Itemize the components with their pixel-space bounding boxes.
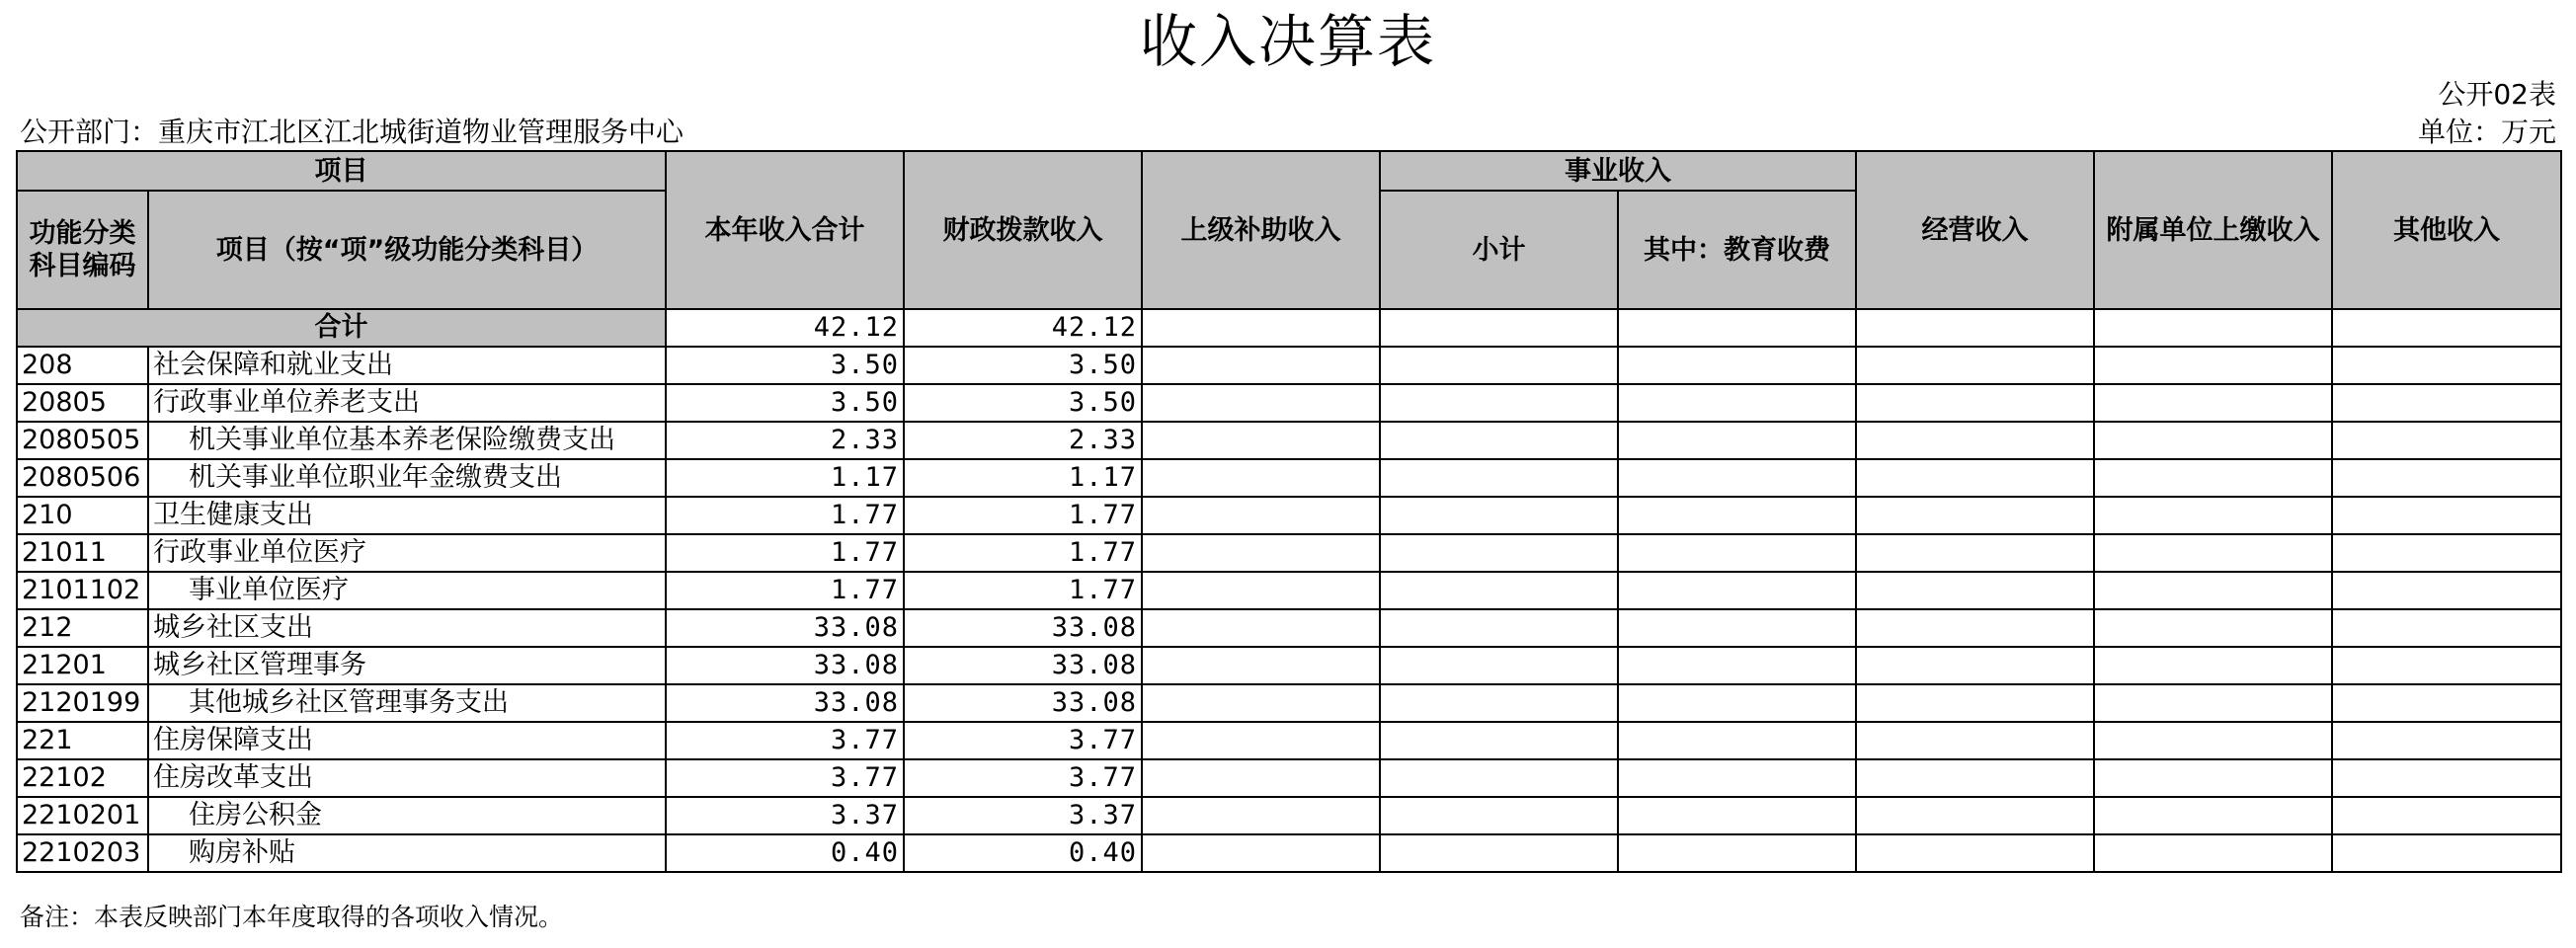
empty-cell <box>1142 759 1380 797</box>
total-label: 合计 <box>17 309 666 347</box>
empty-cell <box>1856 497 2094 534</box>
total-income-cell: 33.08 <box>666 684 904 722</box>
empty-cell <box>1142 384 1380 422</box>
empty-cell <box>1618 422 1856 459</box>
code-cell: 21201 <box>17 647 148 684</box>
total-income-cell: 33.08 <box>666 609 904 647</box>
item-name-cell: 住房公积金 <box>148 797 666 834</box>
code-cell: 2080505 <box>17 422 148 459</box>
table-row <box>17 647 2561 684</box>
item-name-cell: 住房保障支出 <box>148 722 666 759</box>
fiscal-income-cell: 33.08 <box>904 609 1142 647</box>
footnote: 备注：本表反映部门本年度取得的各项收入情况。 <box>20 903 564 931</box>
header-other: 其他收入 <box>2332 151 2561 309</box>
fiscal-income-cell: 33.08 <box>904 647 1142 684</box>
total-income-cell: 1.17 <box>666 459 904 497</box>
table-row <box>17 797 2561 834</box>
table-row <box>17 759 2561 797</box>
empty-cell <box>2094 384 2332 422</box>
fiscal-income-cell: 1.17 <box>904 459 1142 497</box>
empty-cell <box>1142 347 1380 384</box>
header-affiliate: 附属单位上缴收入 <box>2094 151 2332 309</box>
empty-cell <box>1618 459 1856 497</box>
item-name-cell: 购房补贴 <box>148 834 666 872</box>
empty-cell <box>2332 797 2561 834</box>
code-cell: 221 <box>17 722 148 759</box>
empty-cell <box>2332 459 2561 497</box>
fiscal-income-cell: 2.33 <box>904 422 1142 459</box>
empty-cell <box>1856 647 2094 684</box>
empty-cell <box>2094 422 2332 459</box>
empty-cell <box>1142 572 1380 609</box>
header-operating: 经营收入 <box>1856 151 2094 309</box>
form-number: 公开02表 <box>2438 78 2556 111</box>
code-cell: 20805 <box>17 384 148 422</box>
header-business-group: 事业收入 <box>1380 151 1856 191</box>
fiscal-income-cell: 33.08 <box>904 684 1142 722</box>
empty-cell <box>1856 797 2094 834</box>
fiscal-income-cell: 1.77 <box>904 534 1142 572</box>
empty-cell <box>2094 684 2332 722</box>
empty-cell <box>2094 497 2332 534</box>
empty-cell <box>1142 534 1380 572</box>
empty-cell <box>1380 309 1618 347</box>
table-row <box>17 422 2561 459</box>
empty-cell <box>1380 384 1618 422</box>
code-cell: 2210203 <box>17 834 148 872</box>
header-code: 功能分类科目编码 <box>17 191 148 309</box>
total-income-cell: 3.50 <box>666 384 904 422</box>
empty-cell <box>2094 309 2332 347</box>
empty-cell <box>1618 347 1856 384</box>
empty-cell <box>1618 647 1856 684</box>
total-income-cell: 3.37 <box>666 797 904 834</box>
code-cell: 2120199 <box>17 684 148 722</box>
empty-cell <box>1380 759 1618 797</box>
code-cell: 210 <box>17 497 148 534</box>
header-education: 其中：教育收费 <box>1618 191 1856 309</box>
empty-cell <box>1142 684 1380 722</box>
empty-cell <box>1618 759 1856 797</box>
empty-cell <box>2332 309 2561 347</box>
department-label: 公开部门：重庆市江北区江北城街道物业管理服务中心 <box>20 116 684 148</box>
empty-cell <box>2332 647 2561 684</box>
table-row <box>17 534 2561 572</box>
empty-cell <box>2332 347 2561 384</box>
code-cell: 2101102 <box>17 572 148 609</box>
total-income-cell: 0.40 <box>666 834 904 872</box>
income-table <box>16 150 2562 873</box>
header-subtotal: 小计 <box>1380 191 1618 309</box>
empty-cell <box>2094 647 2332 684</box>
empty-cell <box>2094 347 2332 384</box>
empty-cell <box>2332 497 2561 534</box>
code-cell: 21011 <box>17 534 148 572</box>
empty-cell <box>1618 534 1856 572</box>
item-name-cell: 住房改革支出 <box>148 759 666 797</box>
empty-cell <box>1856 422 2094 459</box>
total-income-cell: 42.12 <box>666 309 904 347</box>
empty-cell <box>1380 572 1618 609</box>
empty-cell <box>1380 534 1618 572</box>
empty-cell <box>1618 384 1856 422</box>
empty-cell <box>1142 834 1380 872</box>
empty-cell <box>1856 572 2094 609</box>
empty-cell <box>2094 722 2332 759</box>
empty-cell <box>1142 797 1380 834</box>
fiscal-income-cell: 0.40 <box>904 834 1142 872</box>
empty-cell <box>1142 497 1380 534</box>
item-name-cell: 卫生健康支出 <box>148 497 666 534</box>
fiscal-income-cell: 3.50 <box>904 347 1142 384</box>
unit-label: 单位：万元 <box>2417 116 2556 148</box>
empty-cell <box>1856 347 2094 384</box>
fiscal-income-cell: 3.37 <box>904 797 1142 834</box>
total-income-cell: 1.77 <box>666 572 904 609</box>
header-item: 项目（按“项”级功能分类科目） <box>148 191 666 309</box>
total-income-cell: 3.77 <box>666 722 904 759</box>
fiscal-income-cell: 3.50 <box>904 384 1142 422</box>
empty-cell <box>1618 722 1856 759</box>
empty-cell <box>1380 684 1618 722</box>
item-name-cell: 城乡社区管理事务 <box>148 647 666 684</box>
empty-cell <box>1856 384 2094 422</box>
empty-cell <box>1856 834 2094 872</box>
empty-cell <box>2094 459 2332 497</box>
header-total: 本年收入合计 <box>666 151 904 309</box>
empty-cell <box>1618 497 1856 534</box>
table-row <box>17 347 2561 384</box>
code-cell: 208 <box>17 347 148 384</box>
item-name-cell: 城乡社区支出 <box>148 609 666 647</box>
empty-cell <box>1856 759 2094 797</box>
empty-cell <box>2094 759 2332 797</box>
page-title: 收入决算表 <box>1139 8 1436 75</box>
empty-cell <box>1856 534 2094 572</box>
table-row <box>17 459 2561 497</box>
empty-cell <box>2094 534 2332 572</box>
empty-cell <box>1618 834 1856 872</box>
total-fiscal-cell: 42.12 <box>904 309 1142 347</box>
fiscal-income-cell: 1.77 <box>904 572 1142 609</box>
empty-cell <box>1380 722 1618 759</box>
empty-cell <box>2332 572 2561 609</box>
empty-cell <box>2332 759 2561 797</box>
item-name-cell: 机关事业单位基本养老保险缴费支出 <box>148 422 666 459</box>
total-income-cell: 1.77 <box>666 497 904 534</box>
header-fiscal: 财政拨款收入 <box>904 151 1142 309</box>
code-cell: 2210201 <box>17 797 148 834</box>
empty-cell <box>1856 609 2094 647</box>
empty-cell <box>2332 722 2561 759</box>
item-name-cell: 行政事业单位医疗 <box>148 534 666 572</box>
empty-cell <box>1618 572 1856 609</box>
empty-cell <box>1142 309 1380 347</box>
empty-cell <box>1142 609 1380 647</box>
empty-cell <box>1618 684 1856 722</box>
code-cell: 2080506 <box>17 459 148 497</box>
header-item-group: 项目 <box>17 151 666 191</box>
empty-cell <box>1856 309 2094 347</box>
empty-cell <box>2332 834 2561 872</box>
table-row <box>17 684 2561 722</box>
item-name-cell: 其他城乡社区管理事务支出 <box>148 684 666 722</box>
total-income-cell: 2.33 <box>666 422 904 459</box>
empty-cell <box>2332 422 2561 459</box>
empty-cell <box>2094 797 2332 834</box>
fiscal-income-cell: 1.77 <box>904 497 1142 534</box>
table-row <box>17 572 2561 609</box>
empty-cell <box>1380 422 1618 459</box>
empty-cell <box>1380 797 1618 834</box>
empty-cell <box>2332 684 2561 722</box>
empty-cell <box>2094 834 2332 872</box>
item-name-cell: 事业单位医疗 <box>148 572 666 609</box>
total-row <box>17 309 2561 347</box>
total-income-cell: 3.50 <box>666 347 904 384</box>
table-row <box>17 609 2561 647</box>
code-cell: 212 <box>17 609 148 647</box>
item-name-cell: 社会保障和就业支出 <box>148 347 666 384</box>
empty-cell <box>2332 534 2561 572</box>
empty-cell <box>1142 647 1380 684</box>
empty-cell <box>1618 309 1856 347</box>
empty-cell <box>1380 609 1618 647</box>
empty-cell <box>1380 497 1618 534</box>
empty-cell <box>2332 609 2561 647</box>
table-row <box>17 722 2561 759</box>
empty-cell <box>2094 572 2332 609</box>
empty-cell <box>1856 722 2094 759</box>
empty-cell <box>1142 459 1380 497</box>
empty-cell <box>1380 347 1618 384</box>
empty-cell <box>1142 722 1380 759</box>
header-superior: 上级补助收入 <box>1142 151 1380 309</box>
fiscal-income-cell: 3.77 <box>904 759 1142 797</box>
total-income-cell: 1.77 <box>666 534 904 572</box>
empty-cell <box>1380 459 1618 497</box>
empty-cell <box>1618 609 1856 647</box>
empty-cell <box>2332 384 2561 422</box>
total-income-cell: 3.77 <box>666 759 904 797</box>
empty-cell <box>1856 684 2094 722</box>
empty-cell <box>1380 647 1618 684</box>
empty-cell <box>1856 459 2094 497</box>
table-row <box>17 497 2561 534</box>
table-row <box>17 384 2561 422</box>
item-name-cell: 行政事业单位养老支出 <box>148 384 666 422</box>
code-cell: 22102 <box>17 759 148 797</box>
table-row <box>17 834 2561 872</box>
total-income-cell: 33.08 <box>666 647 904 684</box>
empty-cell <box>1618 797 1856 834</box>
fiscal-income-cell: 3.77 <box>904 722 1142 759</box>
empty-cell <box>1380 834 1618 872</box>
empty-cell <box>1142 422 1380 459</box>
item-name-cell: 机关事业单位职业年金缴费支出 <box>148 459 666 497</box>
empty-cell <box>2094 609 2332 647</box>
